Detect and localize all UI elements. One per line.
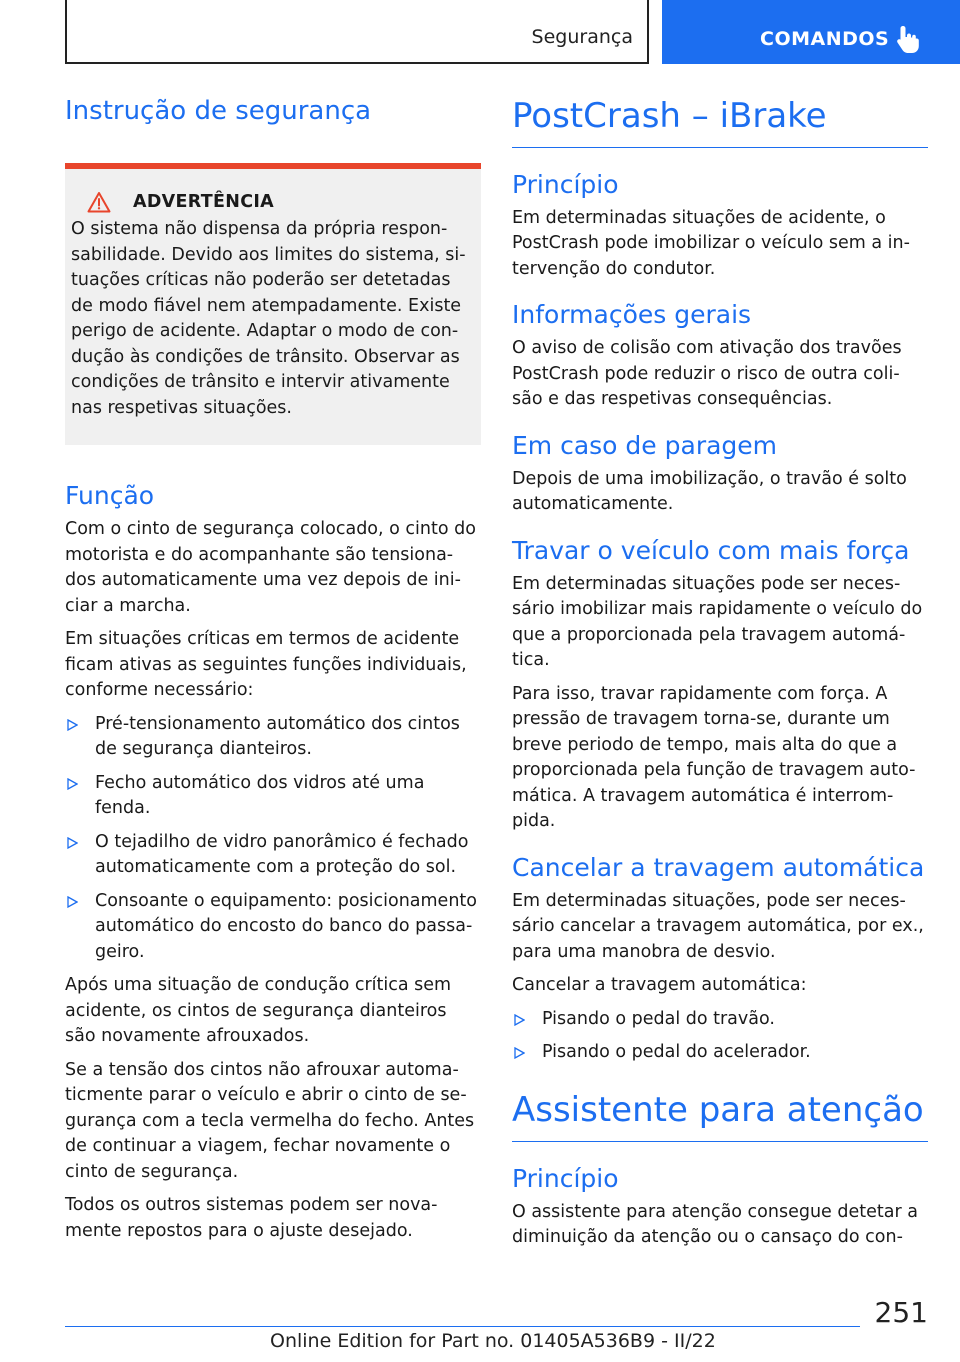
bullet-triangle-icon [67, 896, 78, 908]
header-section-box [65, 0, 649, 64]
warning-box [65, 163, 481, 445]
right-column [512, 96, 928, 1259]
page-number: 251 [874, 1296, 928, 1329]
function-paragraph-2: Em situações críticas em termos de acidente ficam ativas as seguintes funções individuais, conforme necessário: [65, 629, 467, 701]
warning-triangle-icon [87, 191, 111, 213]
bullet-triangle-icon [67, 837, 78, 849]
brake-harder-heading: Travar o veículo com mais força [512, 535, 910, 565]
bullet-triangle-icon [67, 778, 78, 790]
list-item: O tejadilho de vidro panorâmico é fechado automaticamente com a proteção do sol. [65, 830, 481, 881]
bullet-triangle-icon [67, 719, 78, 731]
principle-heading: Princípio [512, 169, 619, 199]
list-item: Consoante o equipamento: posicionamento automático do encosto do banco do passa-geiro. [65, 889, 481, 966]
safety-instruction-heading: Instrução de segurança [65, 96, 372, 126]
general-info-text: O aviso de colisão com ativação dos travões PostCrash pode reduzir o risco de outra coli-são e das respetivas consequências. [512, 338, 902, 410]
bullet-triangle-icon [514, 1014, 525, 1026]
attention-assistant-heading: Assistente para atenção [512, 1090, 928, 1142]
warning-title: ADVERTÊNCIA [133, 192, 274, 213]
list-item: Fecho automático dos vidros até uma fenda. [65, 771, 481, 822]
principle-2-text: O assistente para atenção consegue detetar a diminuição da atenção ou o cansaço do con- [512, 1201, 918, 1248]
hand-pointer-icon [895, 24, 921, 54]
standstill-text: Depois de uma imobilização, o travão é solto automaticamente. [512, 468, 907, 515]
list-item: Pré-tensionamento automático dos cintos de segurança dianteiros. [65, 712, 481, 763]
principle-text: Em determinadas situações de acidente, o PostCrash pode imobilizar o veículo sem a in-tervenção do condutor. [512, 207, 910, 279]
left-column [65, 96, 481, 1252]
warning-text: O sistema não dispensa da própria respon-sabilidade. Devido aos limites do sistema, si-tuações críticas não poderão ser detetadas de modo fiável nem atempadamente. Existe perigo de acidente. Adaptar o modo de con-dução às condições de trânsito. Observar as condições de trânsito e intervir ativamente nas respetivas situações. [71, 219, 466, 418]
standstill-heading: Em caso de paragem [512, 430, 778, 460]
function-list [65, 712, 481, 966]
footer-edition: Online Edition for Part no. 01405A536B9 - II/22 [270, 1330, 716, 1352]
header-chapter-tab[interactable] [662, 0, 960, 64]
cancel-braking-heading: Cancelar a travagem automática [512, 852, 925, 882]
list-item: Pisando o pedal do travão. [512, 1007, 928, 1033]
cancel-braking-paragraph-1: Em determinadas situações, pode ser neces-sário cancelar a travagem automática, por ex., para uma manobra de desvio. [512, 890, 924, 962]
footer-rule [65, 1326, 860, 1327]
cancel-braking-list [512, 1007, 928, 1066]
warning-header [87, 191, 469, 213]
header-chapter-title: COMANDOS [760, 28, 890, 50]
principle-2-heading: Princípio [512, 1163, 619, 1193]
cancel-braking-paragraph-2: Cancelar a travagem automática: [512, 975, 807, 996]
brake-harder-paragraph-2: Para isso, travar rapidamente com força. A pressão de travagem torna-se, durante um breve periodo de tempo, mais alta do que a proporcionada pela função de travagem auto-mática. A travagem automática é interrom-pida. [512, 683, 916, 832]
brake-harder-paragraph-1: Em determinadas situações pode ser neces-sário imobilizar mais rapidamente o veículo do que a proporcionada pela travagem automá-tica. [512, 573, 923, 671]
function-heading: Função [65, 481, 155, 511]
postcrash-heading: PostCrash – iBrake [512, 96, 928, 148]
function-paragraph-4: Se a tensão dos cintos não afrouxar automa-ticmente parar o veículo e abrir o cinto de se-gurança com a tecla vermelha do fecho. Antes de continuar a viagem, fechar novamente o cinto de segurança. [65, 1059, 475, 1182]
function-paragraph-5: Todos os outros sistemas podem ser nova-mente repostos para o ajuste desejado. [65, 1195, 438, 1241]
bullet-triangle-icon [514, 1047, 525, 1059]
header-section-title: Segurança [531, 26, 633, 48]
general-info-heading: Informações gerais [512, 300, 752, 330]
function-paragraph-1: Com o cinto de segurança colocado, o cinto do motorista e do acompanhante são tensiona-dos automaticamente uma vez depois de ini-ciar a marcha. [65, 519, 476, 616]
function-paragraph-3: Após uma situação de condução crítica sem acidente, os cintos de segurança dianteiros são novamente afrouxados. [65, 975, 452, 1047]
list-item: Pisando o pedal do acelerador. [512, 1040, 928, 1066]
